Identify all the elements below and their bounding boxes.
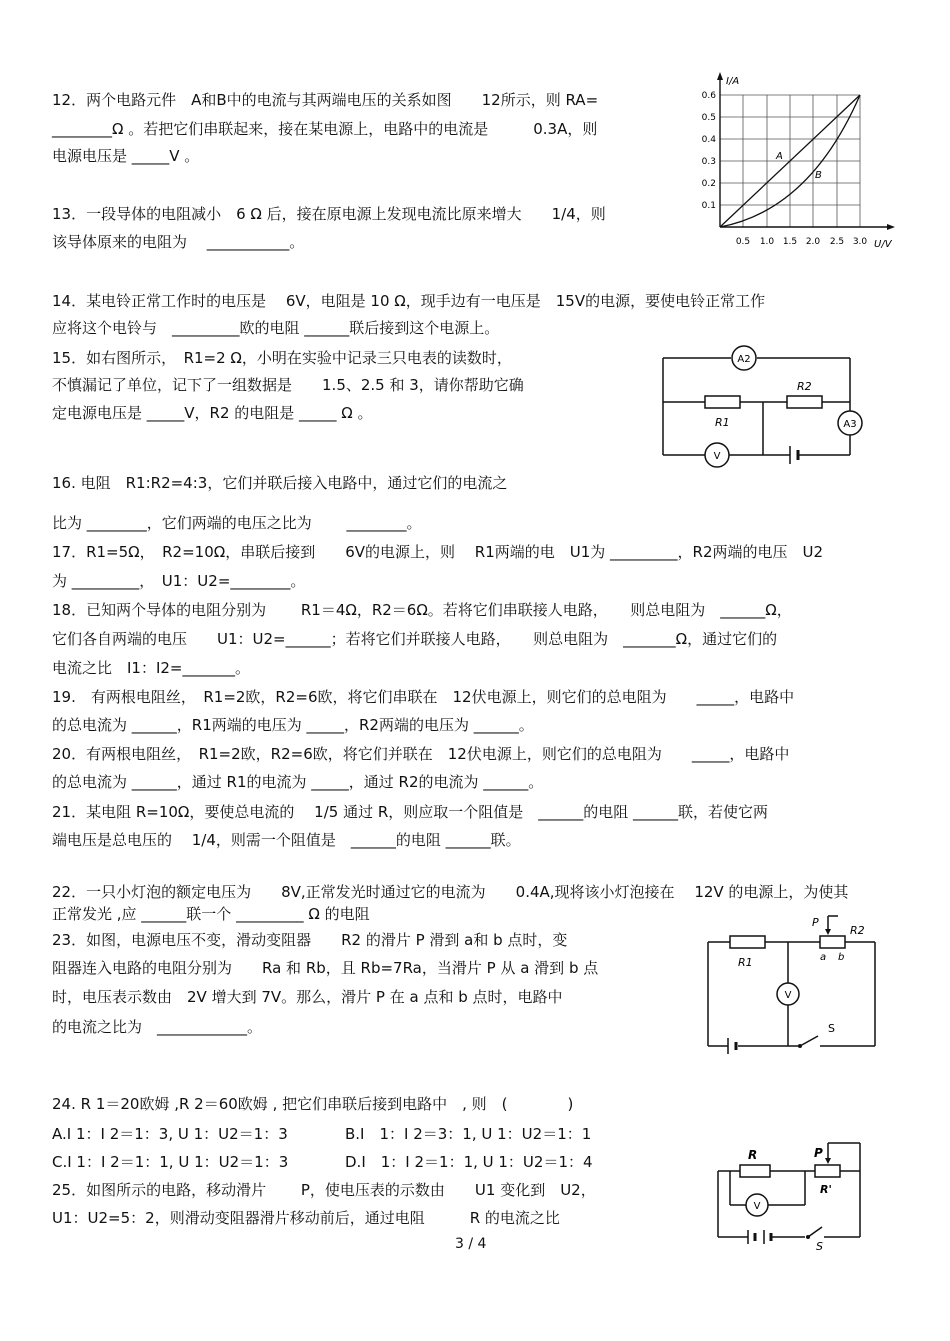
q12-line-1: 12．两个电路元件 A和B中的电流与其两端电压的关系如图 12所示，则 RA= <box>52 91 599 109</box>
x-axis-label: U/V <box>874 239 892 250</box>
circuit-15-figure <box>655 340 875 470</box>
resistor-r2-symbol <box>787 396 822 408</box>
q23-line-2: 阻器连入电路的电阻分别为 Ra 和 Rb，且 Rb=7Ra，当滑片 P 从 a 滑到 b 点 <box>52 959 599 977</box>
q23-line-4: 的电流之比为 ____________。 <box>52 1018 263 1036</box>
q16-line-1: 16. 电阻 R1:R2=4:3，它们并联后接入电路中，通过它们的电流之 <box>52 474 508 492</box>
x-tick: 2.5 <box>829 237 845 247</box>
circuit-23-figure <box>700 908 890 1058</box>
x-tick: 1.0 <box>759 237 775 247</box>
q15-line-3: 定电源电压是 _____V，R2 的电阻是 _____ Ω 。 <box>52 404 373 422</box>
q20-line-1: 20．有两根电阻丝， R1=2欧，R2=6欧，将它们并联在 12伏电源上，则它们的总电阻为 _____，电路中 <box>52 745 790 763</box>
y-tick: 0.5 <box>701 113 716 123</box>
y-axis-label: I/A <box>726 76 740 87</box>
a-label: a <box>820 952 827 963</box>
resistor-r-symbol <box>740 1165 770 1177</box>
x-tick: 3.0 <box>852 237 868 247</box>
x-arrow-icon <box>887 224 895 230</box>
iv-graph-figure <box>690 70 900 255</box>
q18-line-1: 18．已知两个导体的电阻分别为 R1＝4Ω，R2＝6Ω。若将它们串联接人电路， 则总电阻为 ______Ω， <box>52 601 792 619</box>
r1-label: R1 <box>738 956 753 969</box>
q13-line-2: 该导体原来的电阻为 ___________。 <box>52 233 305 251</box>
q25-line-1: 25．如图所示的电路，移动滑片 P，使电压表的示数由 U1 变化到 U2， <box>52 1181 596 1199</box>
q24-option-b: B.I 1：I 2＝3：1, U 1：U2＝1：1 <box>345 1125 592 1143</box>
q12-line-2: ________Ω 。若把它们串联起来，接在某电源上，电路中的电流是 0.3A，则 <box>52 120 598 138</box>
q24-stem: 24. R 1＝20欧姆 ,R 2＝60欧姆 , 把它们串联后接到电路中 , 则 ( ) <box>52 1095 574 1113</box>
q22-line-2: 正常发光 ,应 ______联一个 _________ Ω 的电阻 <box>52 905 370 923</box>
a2-label: A2 <box>737 354 751 365</box>
q18-line-3: 电流之比 I1：I2=_______。 <box>52 659 251 677</box>
x-tick: 2.0 <box>805 237 821 247</box>
q21-line-2: 端电压是总电压的 1/4，则需一个阻值是 ______的电阻 ______联。 <box>52 831 521 849</box>
switch-icon <box>806 1235 810 1239</box>
x-tick: 1.5 <box>782 237 798 247</box>
circuit-25-figure <box>710 1137 870 1252</box>
rheostat-symbol <box>815 1165 840 1177</box>
q23-line-3: 时，电压表示数由 2V 增大到 7V。那么，滑片 P 在 a 点和 b 点时，电路中 <box>52 988 563 1006</box>
q17-line-1: 17．R1=5Ω， R2=10Ω，串联后接到 6V的电源上，则 R1两端的电 U1为 _________，R2两端的电压 U2 <box>52 543 824 561</box>
r-label: R <box>748 1148 758 1162</box>
a3-label: A3 <box>843 419 857 430</box>
r2-label: R2 <box>850 924 865 937</box>
p-label: P <box>814 1146 823 1160</box>
switch-icon <box>798 1044 802 1048</box>
v-label: V <box>713 451 721 462</box>
x-tick: 0.5 <box>735 237 751 247</box>
rheostat-r2-symbol <box>820 936 845 948</box>
r1-label: R1 <box>715 416 730 429</box>
resistor-r1-symbol <box>730 936 765 948</box>
b-label: b <box>838 952 845 963</box>
q15-line-2: 不慎漏记了单位，记下了一组数据是 1.5、2.5 和 3，请你帮助它确 <box>52 376 524 394</box>
q19-line-2: 的总电流为 ______，R1两端的电压为 _____，R2两端的电压为 ______。 <box>52 716 534 734</box>
q15-line-1: 15．如右图所示， R1=2 Ω，小明在实验中记录三只电表的读数时， <box>52 349 512 367</box>
slider-arrow-icon <box>825 1158 831 1164</box>
y-tick: 0.6 <box>701 91 716 101</box>
s-label: S <box>828 1022 835 1035</box>
q14-line-1: 14．某电铃正常工作时的电压是 6V，电阻是 10 Ω，现手边有一电压是 15V的电源，要使电铃正常工作 <box>52 292 766 310</box>
y-tick: 0.2 <box>701 179 716 189</box>
q25-line-2: U1：U2=5：2，则滑动变阻器滑片移动前后，通过电阻 R 的电流之比 <box>52 1209 560 1227</box>
curve-b-label: B <box>815 170 822 181</box>
q23-line-1: 23．如图，电源电压不变，滑动变阻器 R2 的滑片 P 滑到 a和 b 点时，变 <box>52 931 568 949</box>
resistor-r1-symbol <box>705 396 740 408</box>
q19-line-1: 19. 有两根电阻丝， R1=2欧，R2=6欧，将它们串联在 12伏电源上，则它们的总电阻为 _____，电路中 <box>52 688 795 706</box>
q12-line-3: 电源电压是 _____V 。 <box>52 147 200 165</box>
curve-a-label: A <box>776 151 783 162</box>
r-prime-label: R' <box>820 1183 832 1196</box>
slider-arrow-icon <box>825 929 831 935</box>
q13-line-1: 13．一段导体的电阻减小 6 Ω 后，接在原电源上发现电流比原来增大 1/4，则 <box>52 205 606 223</box>
y-tick: 0.4 <box>701 135 716 145</box>
q22-line-1: 22．一只小灯泡的额定电压为 8V,正常发光时通过它的电流为 0.4A,现将该小灯泡接在 12V 的电源上，为使其 <box>52 883 849 901</box>
q18-line-2: 它们各自两端的电压 U1：U2=______；若将它们并联接人电路， 则总电阻为 _______Ω，通过它们的 <box>52 630 778 648</box>
q24-option-a: A.I 1：I 2＝1：3, U 1：U2＝1：3 <box>52 1125 288 1143</box>
q21-line-1: 21．某电阻 R=10Ω，要使总电流的 1/5 通过 R，则应取一个阻值是 ______的电阻 ______联，若使它两 <box>52 803 769 821</box>
q24-option-d: D.I 1：I 2＝1：1, U 1：U2＝1：4 <box>345 1153 593 1171</box>
q17-line-2: 为 _________， U1：U2=________。 <box>52 572 306 590</box>
s-label: S <box>816 1240 823 1252</box>
y-tick: 0.3 <box>701 157 716 167</box>
y-tick: 0.1 <box>701 201 716 211</box>
q24-option-c: C.I 1：I 2＝1：1, U 1：U2＝1：3 <box>52 1153 289 1171</box>
q16-line-2: 比为 ________，它们两端的电压之比为 ________。 <box>52 514 422 532</box>
r2-label: R2 <box>797 380 812 393</box>
v-label: V <box>784 990 792 1001</box>
q20-line-2: 的总电流为 ______，通过 R1的电流为 _____，通过 R2的电流为 ______。 <box>52 773 544 791</box>
p-label: P <box>812 916 819 929</box>
v-label: V <box>753 1201 761 1212</box>
page-number: 3 / 4 <box>455 1236 487 1252</box>
q14-line-2: 应将这个电铃与 _________欧的电阻 ______联后接到这个电源上。 <box>52 319 500 337</box>
y-arrow-icon <box>717 72 723 80</box>
